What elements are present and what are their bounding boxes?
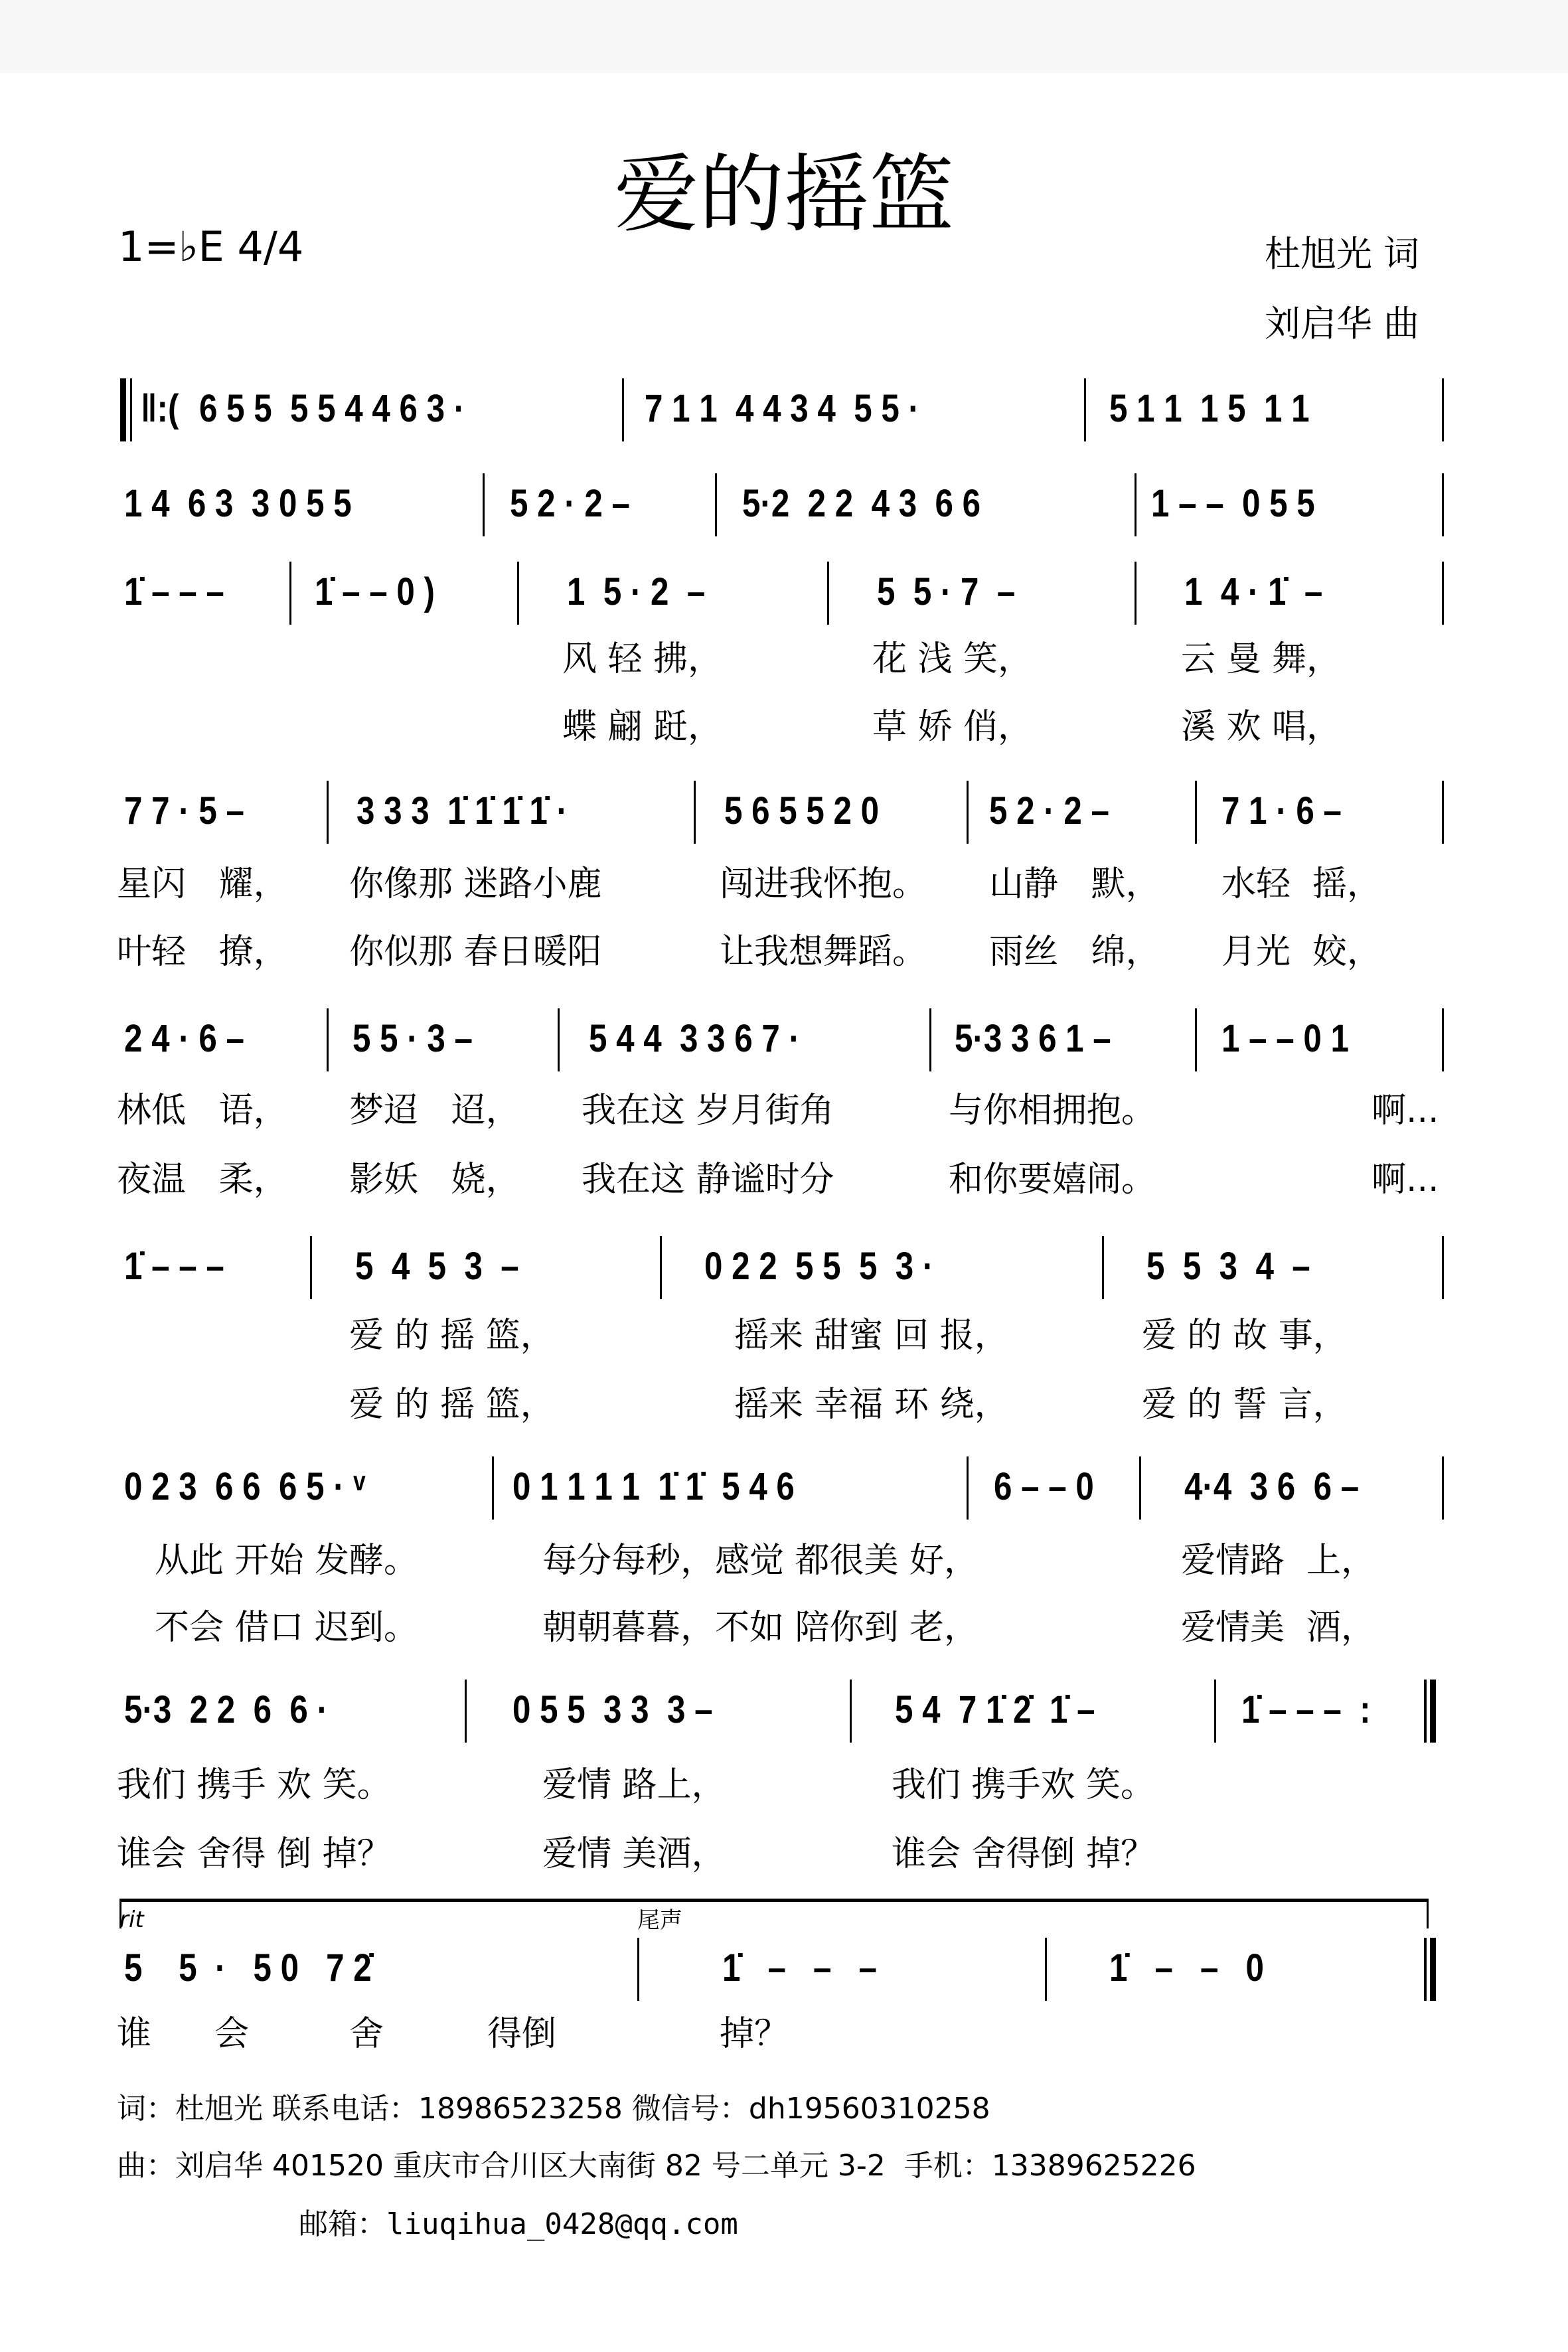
measure: 7 1 1 4 4 3 4 5 5 · (645, 387, 919, 430)
barline (1139, 1456, 1141, 1520)
barline (715, 473, 717, 536)
barline (1135, 473, 1137, 536)
measure: 6 – – 0 (994, 1465, 1094, 1508)
lyric: 山静 默， (989, 864, 1160, 904)
measure: 1̇ – – – : (1241, 1688, 1371, 1731)
key-signature: 1=♭E 4/4 (118, 222, 304, 271)
barline (483, 473, 485, 536)
lyric: 会 (214, 2014, 250, 2054)
lyric: 我在这 岁月街角 (582, 1091, 834, 1131)
lyric: 我们 携手欢 笑。 (892, 1765, 1156, 1805)
lyric: 爱情 美酒， (542, 1834, 726, 1874)
measure: 1̇ – – – (124, 570, 224, 613)
lyric: 谁 (117, 2014, 152, 2054)
composer-credit: 刘启华 曲 (1265, 303, 1420, 345)
measure: 5·3 3 6 1 – (955, 1017, 1111, 1060)
barline (850, 1680, 852, 1743)
measure: 1 – – 0 1 (1221, 1017, 1349, 1060)
lyric: 让我想舞蹈。 (720, 932, 927, 972)
lyric: 梦迢 迢， (349, 1091, 520, 1131)
barline (492, 1456, 494, 1520)
measure: 7 7 · 5 – (124, 789, 244, 832)
measure: 3 3 3 1̇ 1̇ 1̇ 1̇ · (356, 789, 568, 832)
measure: 5 2 · 2 – (510, 482, 630, 525)
measure: 4·4 3 6 6 – (1184, 1465, 1360, 1508)
measure: 1̇ – – – (124, 1245, 224, 1288)
lyric: 叶轻 撩， (117, 932, 288, 972)
measure: 5 2 · 2 – (989, 789, 1109, 832)
barline (1442, 1456, 1444, 1520)
measure: 5 5 3 4 – (1146, 1245, 1310, 1288)
lyric: 谁会 舍得 倒 掉？ (117, 1834, 392, 1874)
lyric: 花 浅 笑， (872, 639, 1033, 679)
barline (558, 1008, 560, 1071)
barline (1045, 1938, 1047, 2001)
composer-contact: 曲：刘启华 401520 重庆市合川区大南街 82 号二单元 3-2 手机：13389625226 (117, 2149, 1196, 2183)
barline (327, 781, 329, 844)
measure: 5 5 · 3 – (353, 1017, 473, 1060)
barline (929, 1008, 931, 1071)
lyric: 影妖 娆， (349, 1160, 520, 1200)
measure: 5 1 1 1 5 1 1 (1109, 387, 1310, 430)
lyric: 你似那 春日暖阳 (349, 932, 602, 972)
lyric: 风 轻 拂， (562, 639, 723, 679)
barline (660, 1236, 662, 1299)
measure: 5 4 5 3 – (355, 1245, 519, 1288)
lyric: 从此 开始 发酵。 (155, 1541, 419, 1581)
barline (289, 562, 291, 625)
final-bar (1424, 1938, 1436, 2001)
measure: 5·2 2 2 4 3 6 6 (742, 482, 981, 525)
barline (827, 562, 829, 625)
barline (967, 781, 969, 844)
measure: 5 5 · 7 – (877, 570, 1016, 613)
barline (310, 1236, 312, 1299)
measure: 1̇ – – 0 (1109, 1946, 1264, 1990)
measure: 6 5 5 5 5 4 4 6 3 · (199, 387, 465, 430)
lyric: 谁会 舍得倒 掉？ (892, 1834, 1156, 1874)
lyric: 蝶 翩 跹， (562, 707, 723, 747)
measure: 1 4 · 1̇ – (1184, 570, 1323, 613)
barline (1442, 473, 1444, 536)
lyric: 我们 携手 欢 笑。 (117, 1765, 392, 1805)
ritardando-mark: rit (119, 1907, 144, 1933)
lyric: 摇来 幸福 环 绕， (734, 1385, 1009, 1425)
lyric: 林低 语， (117, 1091, 288, 1131)
repeat-end-bar (1424, 1680, 1436, 1743)
lyric: 与你相拥抱。 (949, 1091, 1156, 1131)
lyric: 爱 的 故 事， (1142, 1316, 1348, 1356)
lyric: 爱情路 上， (1181, 1541, 1376, 1581)
lyric: 闯进我怀抱。 (720, 864, 927, 904)
measure: 2 4 · 6 – (124, 1017, 244, 1060)
lyric: 摇来 甜蜜 回 报， (734, 1316, 1009, 1356)
email: 邮箱：liuqihua_0428@qq.com (299, 2207, 738, 2241)
measure: 5 4 7 1̇ 2̇ 1̇ – (895, 1688, 1095, 1731)
barline (622, 378, 624, 441)
barline (637, 1938, 639, 2001)
ending-bracket (119, 1899, 1429, 1928)
lyric: 雨丝 绵， (989, 932, 1160, 972)
barline (1102, 1236, 1104, 1299)
barline (1442, 1008, 1444, 1071)
measure: 1 – – 0 5 5 (1151, 482, 1315, 525)
lyric: 水轻 摇， (1221, 864, 1382, 904)
lyric: 云 曼 舞， (1181, 639, 1342, 679)
lyric: 月光 姣， (1221, 932, 1382, 972)
measure: 0 5 5 3 3 3 – (512, 1688, 713, 1731)
barline (1442, 378, 1444, 441)
measure: 5 4 4 3 3 6 7 · (589, 1017, 800, 1060)
lyric: 爱情美 酒， (1181, 1608, 1376, 1648)
measure: 0 1 1 1 1 1̇ 1̇ 5 4 6 (512, 1465, 795, 1508)
barline (517, 562, 519, 625)
lyric: 夜温 柔， (117, 1160, 288, 1200)
lyric: 啊... (1372, 1091, 1439, 1131)
barline (1195, 781, 1197, 844)
lyric: 爱 的 誓 言， (1142, 1385, 1348, 1425)
barline (967, 1456, 969, 1520)
top-band (0, 0, 1568, 73)
lyric: 舍 (349, 2014, 384, 2054)
song-title: 爱的摇篮 (613, 145, 954, 244)
barline (1195, 1008, 1197, 1071)
measure: 1 5 · 2 – (567, 570, 706, 613)
lyric: 溪 欢 唱， (1181, 707, 1342, 747)
measure: ‖:( (141, 387, 179, 430)
coda-label: 尾声 (637, 1907, 682, 1934)
barline (327, 1008, 329, 1071)
lyric: 星闪 耀， (117, 864, 288, 904)
lyricist-credit: 杜旭光 词 (1265, 233, 1420, 275)
barline (465, 1680, 467, 1743)
lyric: 掉？ (720, 2014, 789, 2054)
measure: 1 4 6 3 3 0 5 5 (124, 482, 352, 525)
lyric: 朝朝暮暮，不如 陪你到 老， (542, 1608, 979, 1648)
lyric: 草 娇 俏， (872, 707, 1033, 747)
lyric: 不会 借口 迟到。 (155, 1608, 419, 1648)
lyric: 爱 的 摇 篮， (349, 1385, 555, 1425)
barline (694, 781, 696, 844)
barline (1084, 378, 1086, 441)
repeat-start-bar (120, 378, 132, 441)
lyric: 我在这 静谧时分 (582, 1160, 834, 1200)
barline (1442, 781, 1444, 844)
lyric: 爱 的 摇 篮， (349, 1316, 555, 1356)
measure: 0 2 2 5 5 5 3 · (704, 1245, 934, 1288)
barline (1214, 1680, 1216, 1743)
lyric: 你像那 迷路小鹿 (349, 864, 602, 904)
lyric: 和你要嬉闹。 (949, 1160, 1156, 1200)
measure: 0 2 3 6 6 6 5 · ᵛ (124, 1465, 366, 1508)
measure: 1̇ – – – (722, 1946, 877, 1990)
measure: 7 1 · 6 – (1221, 789, 1342, 832)
measure: 5·3 2 2 6 6 · (124, 1688, 328, 1731)
lyric: 爱情 路上， (542, 1765, 726, 1805)
lyricist-contact: 词：杜旭光 联系电话：18986523258 微信号：dh19560310258 (117, 2092, 990, 2126)
measure: 1̇ – – 0 ) (315, 570, 435, 613)
measure: 5 6 5 5 2 0 (724, 789, 880, 832)
barline (1442, 1236, 1444, 1299)
barline (1442, 562, 1444, 625)
lyric: 得倒 (487, 2014, 557, 2054)
measure: 5 5 · 5 0 7 2̇ (124, 1946, 372, 1990)
lyric: 啊... (1372, 1160, 1439, 1200)
lyric: 每分每秒，感觉 都很美 好， (542, 1541, 979, 1581)
barline (1135, 562, 1137, 625)
